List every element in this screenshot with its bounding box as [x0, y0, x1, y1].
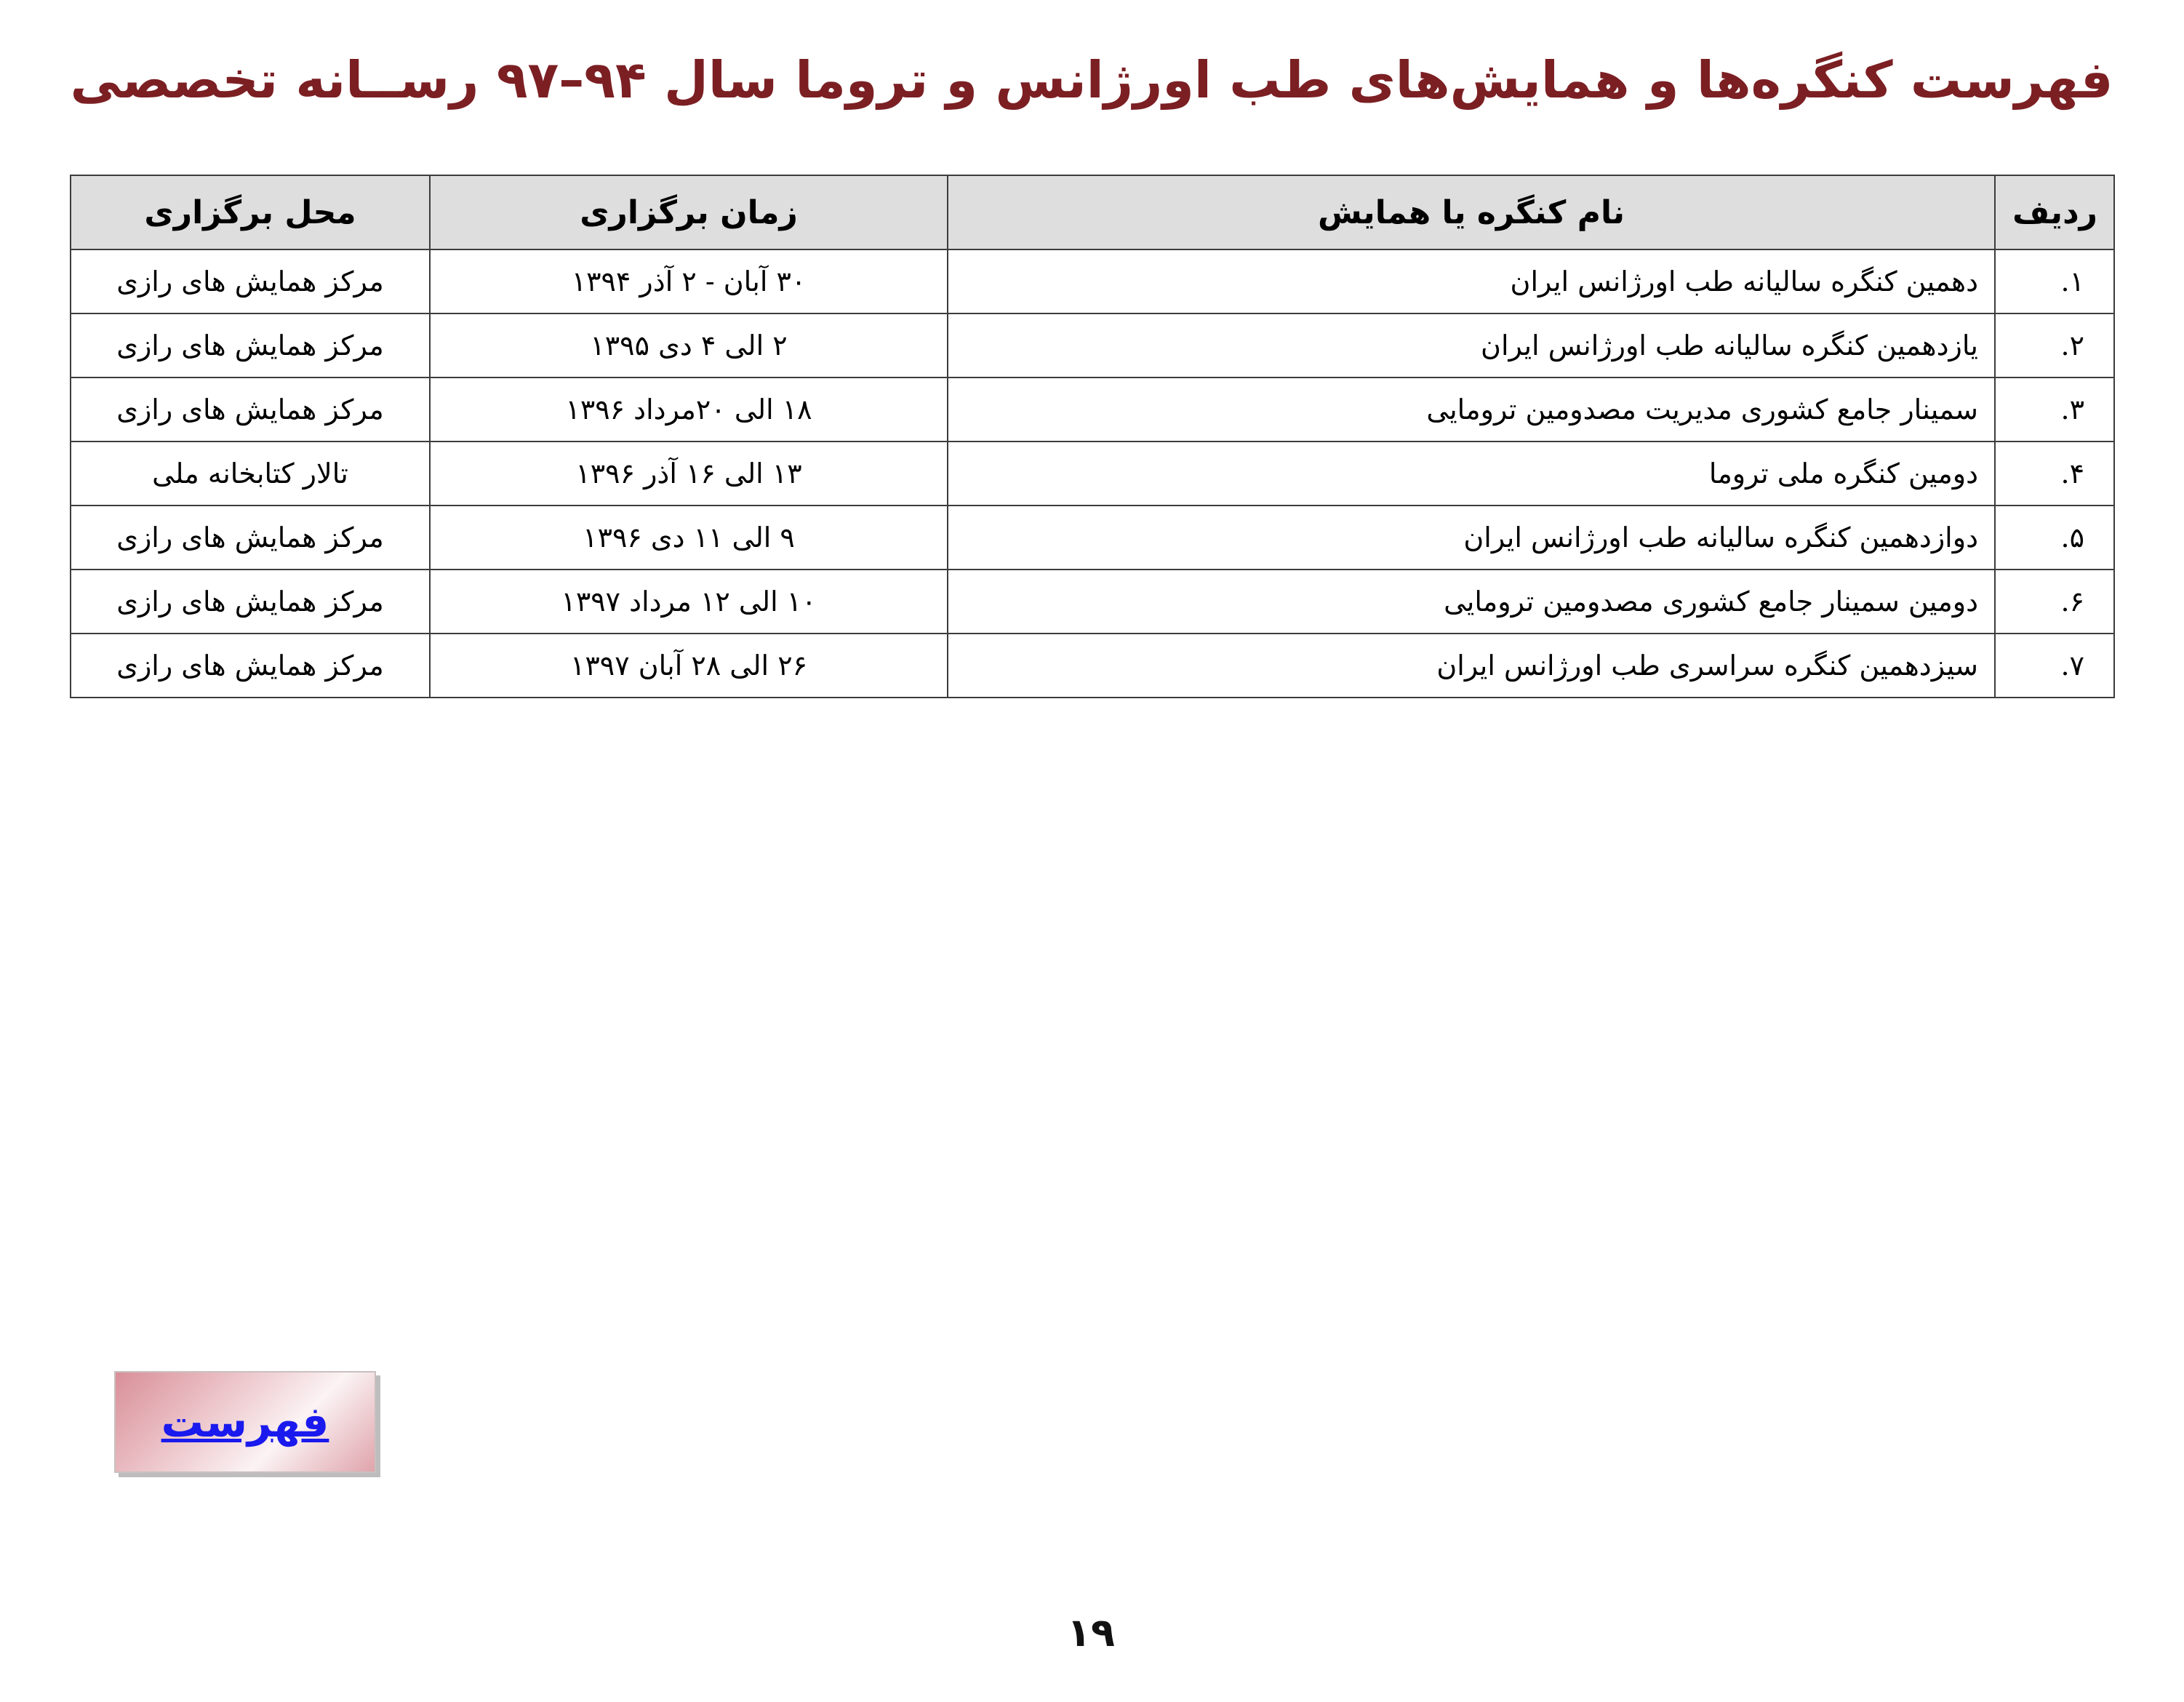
page-number: ۱۹: [1067, 1610, 1115, 1655]
row-index: ۷.: [1995, 634, 2114, 698]
header-name: نام کنگره یا همایش: [948, 175, 1995, 249]
row-event-name: دومین کنگره ملی تروما: [948, 442, 1995, 506]
toc-link-label[interactable]: فهرست: [161, 1397, 329, 1447]
row-date: ۲ الی ۴ دی ۱۳۹۵: [430, 313, 948, 377]
row-event-name: سیزدهمین کنگره سراسری طب اورژانس ایران: [948, 634, 1995, 698]
row-index: ۵.: [1995, 506, 2114, 570]
table-row: [71, 634, 2114, 698]
header-venue: محل برگزاری: [71, 175, 430, 249]
header-date: زمان برگزاری: [430, 175, 948, 249]
row-venue: مرکز همایش های رازی: [71, 377, 430, 442]
row-index: ۱.: [1995, 249, 2114, 313]
row-date: ۹ الی ۱۱ دی ۱۳۹۶: [430, 506, 948, 570]
row-venue: مرکز همایش های رازی: [71, 249, 430, 313]
row-event-name: یازدهمین کنگره سالیانه طب اورژانس ایران: [948, 313, 1995, 377]
table-row: [71, 249, 2114, 313]
row-index: ۴.: [1995, 442, 2114, 506]
table-row: [71, 313, 2114, 377]
row-event-name: سمینار جامع کشوری مدیریت مصدومین ترومایی: [948, 377, 1995, 442]
row-venue: مرکز همایش های رازی: [71, 570, 430, 634]
row-event-name: دهمین کنگره سالیانه طب اورژانس ایران: [948, 249, 1995, 313]
row-venue: تالار کتابخانه ملی: [71, 442, 430, 506]
row-date: ۱۰ الی ۱۲ مرداد ۱۳۹۷: [430, 570, 948, 634]
row-index: ۳.: [1995, 377, 2114, 442]
row-event-name: دوازدهمین کنگره سالیانه طب اورژانس ایران: [948, 506, 1995, 570]
table-row: [71, 570, 2114, 634]
header-index: ردیف: [1995, 175, 2114, 249]
table-row: [71, 377, 2114, 442]
row-date: ۲۶ الی ۲۸ آبان ۱۳۹۷: [430, 634, 948, 698]
row-date: ۳۰ آبان - ۲ آذر ۱۳۹۴: [430, 249, 948, 313]
row-venue: مرکز همایش های رازی: [71, 313, 430, 377]
page-title: فهرست کنگره‌ها و همایش‌های طب اورژانس و تروما سال ۹۴–۹۷ رســانه تخصصی: [70, 50, 2113, 110]
row-date: ۱۳ الی ۱۶ آذر ۱۳۹۶: [430, 442, 948, 506]
row-event-name: دومین سمینار جامع کشوری مصدومین ترومایی: [948, 570, 1995, 634]
row-index: ۲.: [1995, 313, 2114, 377]
row-venue: مرکز همایش های رازی: [71, 506, 430, 570]
row-date: ۱۸ الی ۲۰مرداد ۱۳۹۶: [430, 377, 948, 442]
events-table: [70, 175, 2115, 698]
row-index: ۶.: [1995, 570, 2114, 634]
row-venue: مرکز همایش های رازی: [71, 634, 430, 698]
table-header-row: [71, 175, 2114, 249]
table-row: [71, 506, 2114, 570]
table-row: [71, 442, 2114, 506]
toc-link-button[interactable]: [114, 1371, 376, 1473]
